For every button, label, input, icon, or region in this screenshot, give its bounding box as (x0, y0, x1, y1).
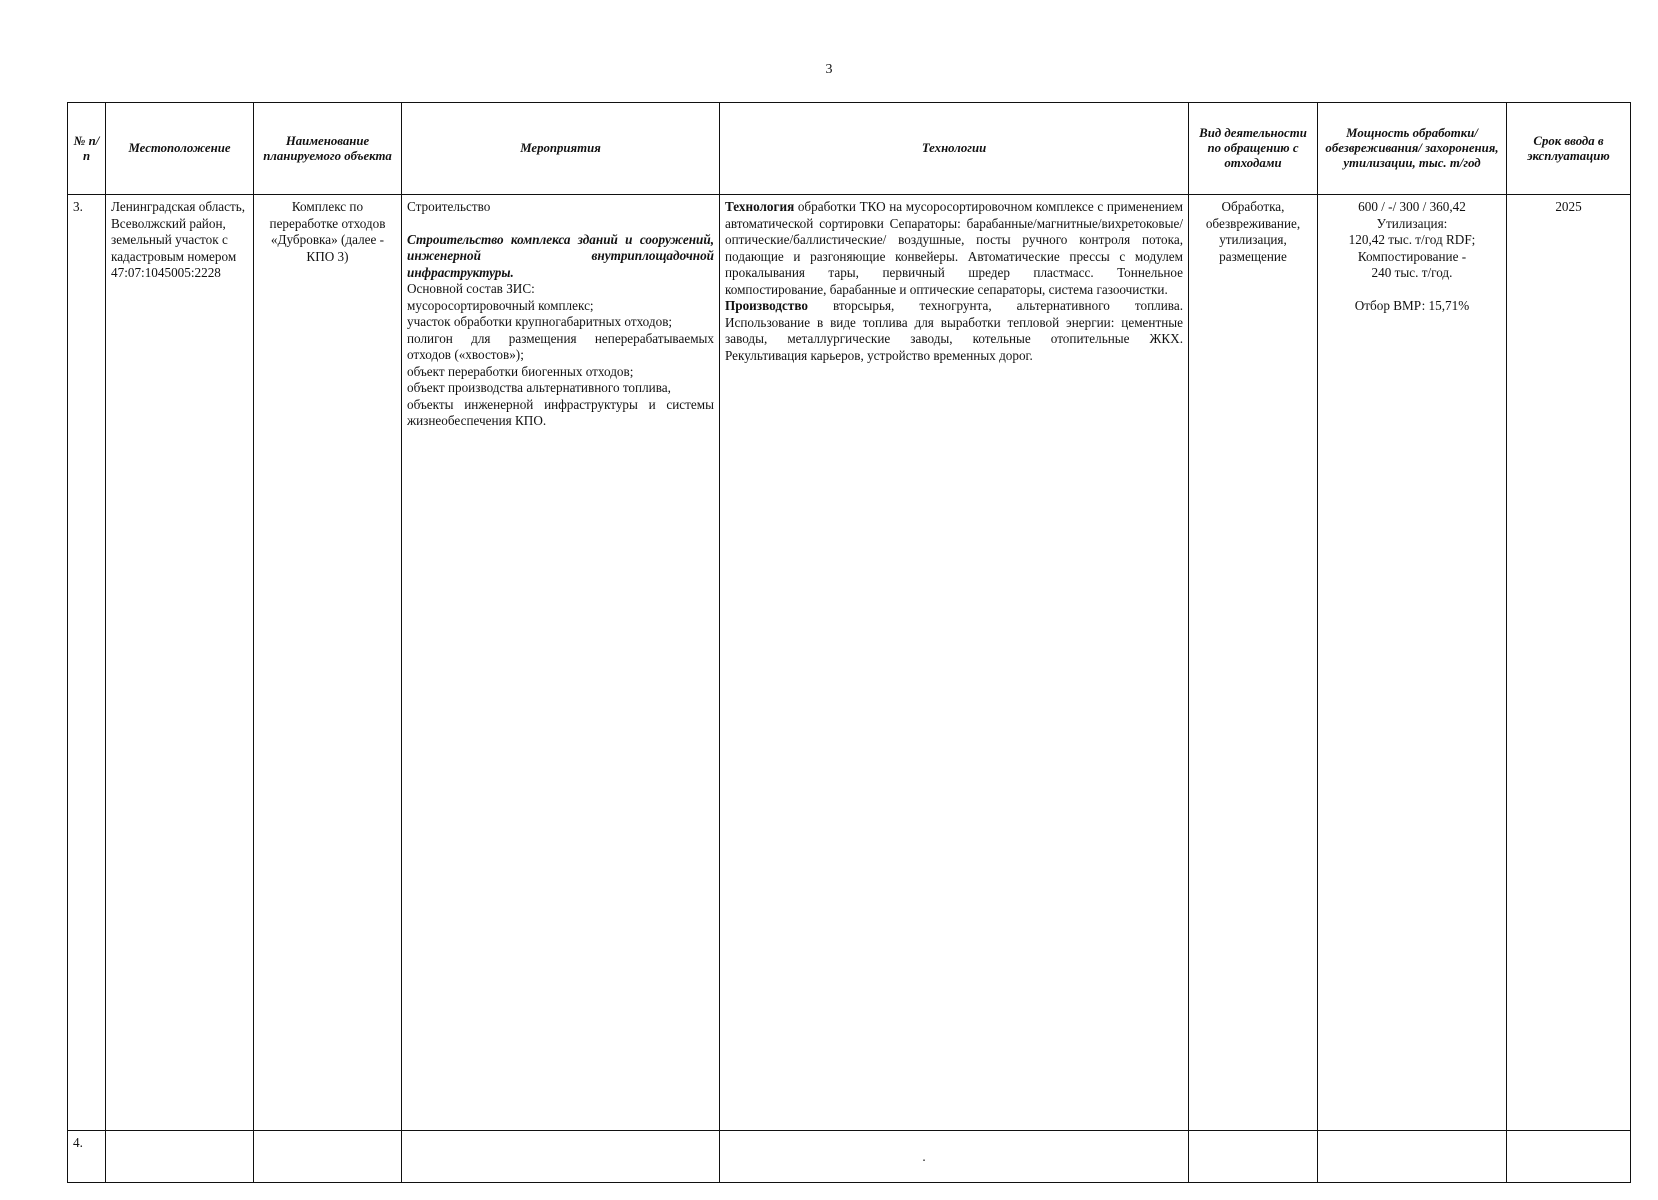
capacity-line: Компостирование - (1357, 248, 1467, 264)
capacity-line: Отбор ВМР: 15,71% (1354, 297, 1470, 313)
row3-name: Комплекс по переработке отходов «Дубровка» (далее - КПО 3) (254, 195, 402, 1131)
measures-item: объект переработки биогенных отходов; (407, 363, 634, 379)
measures-title: Строительство (407, 199, 491, 214)
row3-num: 3. (68, 195, 106, 1131)
tech-p1-text: обработки ТКО на мусоросортировочном комплексе с применением автоматической сортировки Сепараторы: барабанные/магнитные/вихретоковые/ оптические/баллистические/ воздушные, посты ручного контроля потока, подающие и разгоняющие конвейеры. Автоматические прессы с модулем прокалывания тары, первичный шредер пластмасс. Тоннельное компостирование, барабанные и оптические сепараторы, система газоочистки. (725, 199, 1183, 297)
row4-term (1507, 1131, 1631, 1183)
tech-p2-text: вторсырья, техногрунта, альтернативного топлива. Использование в виде топлива для выработки тепловой энергии: цементные заводы, металлургические заводы, котельные отопительные ЖКХ. Рекультивация карьеров, устройство временных дорог. (725, 298, 1183, 363)
row3-measures (402, 195, 720, 1131)
row3-tech (720, 195, 1189, 1131)
measures-item: участок обработки крупногабаритных отходов; (407, 314, 673, 329)
row3-location: Ленинградская область, Всеволжский район, земельный участок с кадастровым номером 47:07:1045005:2228 (106, 195, 254, 1131)
row4-name (254, 1131, 402, 1183)
table-header-row (68, 103, 1631, 195)
header-location: Местоположение (106, 103, 254, 195)
row4-activity (1189, 1131, 1318, 1183)
row4-location (106, 1131, 254, 1183)
measures-item: объекты инженерной инфраструктуры и системы жизнеобеспечения КПО. (407, 396, 714, 428)
tech-paragraph-1 (725, 199, 1183, 298)
header-measures: Мероприятия (402, 103, 720, 195)
measures-item: мусоросортировочный комплекс; (407, 297, 594, 313)
measures-item: объект производства альтернативного топлива, (407, 380, 671, 395)
page-number: 3 (825, 62, 833, 77)
facilities-table (67, 102, 1631, 1183)
tech-p1-lead: Технология (725, 199, 795, 214)
measures-composition: Основной состав ЗИС: (407, 281, 535, 296)
header-capacity: Мощность обработки/ обезвреживания/ захоронения, утилизации, тыс. т/год (1318, 103, 1507, 195)
tech-paragraph-2 (725, 298, 1183, 364)
header-tech: Технологии (720, 103, 1189, 195)
row3-term: 2025 (1507, 195, 1631, 1131)
capacity-line: 240 тыс. т/год. (1371, 265, 1453, 280)
header-term: Срок ввода в эксплуатацию (1507, 103, 1631, 195)
row3-activity: Обработка, обезвреживание, утилизация, размещение (1189, 195, 1318, 1131)
header-activity: Вид деятельности по обращению с отходами (1189, 103, 1318, 195)
measures-item: полигон для размещения неперерабатываемых отходов («хвостов»); (407, 330, 714, 362)
header-num: № п/п (68, 103, 106, 195)
header-name: Наименование планируемого объекта (254, 103, 402, 195)
capacity-line: 600 / -/ 300 / 360,42 (1358, 199, 1466, 214)
tech-p2-lead: Производство (725, 298, 808, 313)
table-row-3 (68, 195, 1631, 1131)
capacity-line: 120,42 тыс. т/год RDF; (1348, 232, 1476, 247)
measures-subtitle: Строительство комплекса зданий и сооружений, инженерной внутриплощадочной инфраструктуры. (407, 231, 714, 280)
row4-dot: . (922, 1149, 926, 1164)
row4-num: 4. (68, 1131, 106, 1183)
row3-capacity (1318, 195, 1507, 1131)
table-row-4 (68, 1131, 1631, 1183)
row4-tech (720, 1131, 1189, 1183)
row4-capacity (1318, 1131, 1507, 1183)
capacity-line: Утилизация: (1376, 215, 1448, 231)
